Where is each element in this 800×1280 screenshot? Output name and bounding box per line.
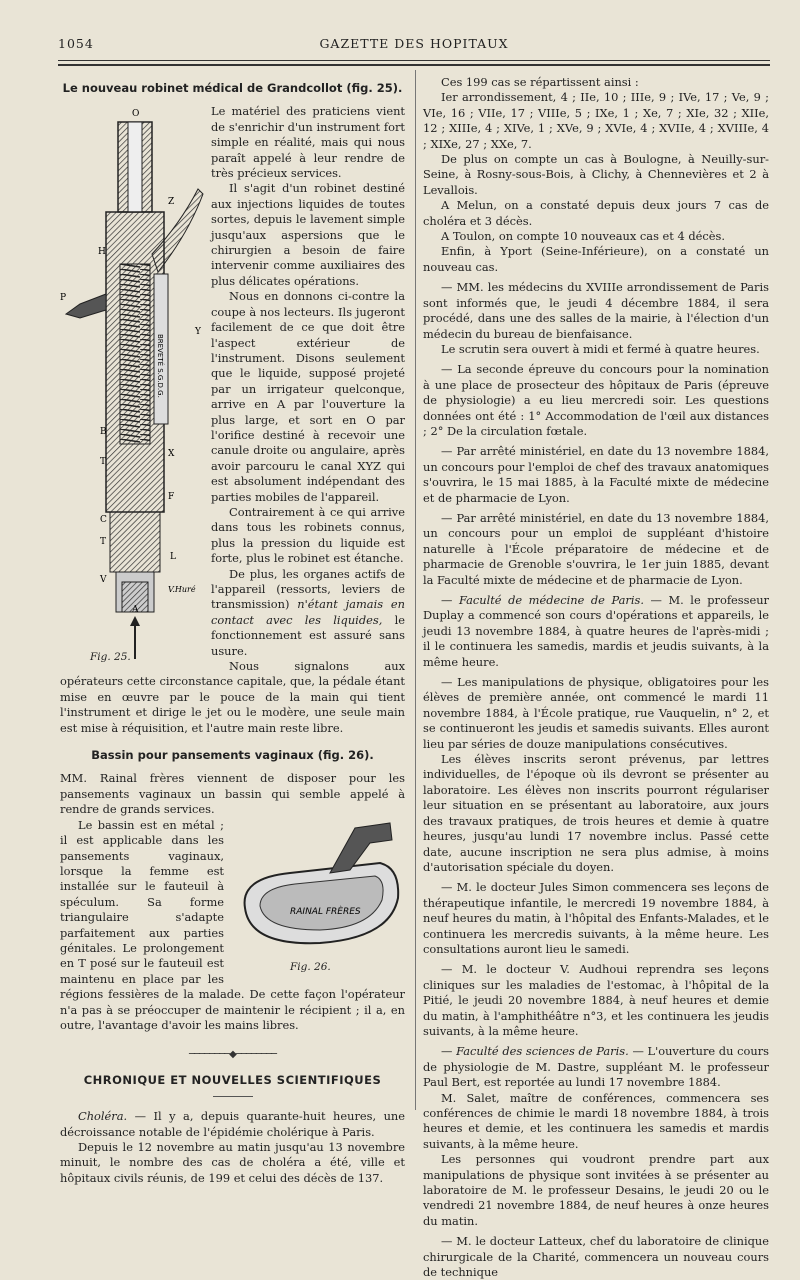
- right-p14: Les élèves inscrits seront prévenus, par lettres individuelles, de l'époque où ils devront se présenter au laboratoire. Les élèves non inscrits pourront régulariser leur situation en se présentant au laboratoire, aux jours des travaux pratiques, de trois heures et demie à quatre heures, jusqu'au lundi 17 novembre inclus. Passé cette date, aucune inscription ne sera plus admise, à moins d'autorisation spéciale du doyen.: [423, 752, 769, 874]
- right-p19: Les personnes qui voudront prendre part aux manipulations de physique sont invitées à se présenter au laboratoire de M. le professeur Desains, le jeudi 20 ou le vendredi 21 novembre 1884, de neuf heures à onze heures du matin.: [423, 1152, 769, 1228]
- label-y: Y: [195, 327, 201, 338]
- right-p9: — La seconde épreuve du concours pour la nomination à une place de prosecteur des hôpitaux de Paris (épreuve de physiologie) a eu lieu mercredi soir. Les questions données ont été : 1° Accommodation de l'œil aux distances ; 2° De la circulation fœtale.: [423, 362, 769, 438]
- robinet-p2: Il s'agit d'un robinet destiné aux injections liquides de toutes sortes, depuis le lavement simple jusqu'aux aspersions que le chirurgien a besoin de faire intervenir comme auxiliaires des plus délicates opérations.: [211, 181, 405, 288]
- header-rule-thin: [58, 60, 770, 61]
- brand-mark: BREVETÉ S.G.D.G.: [156, 334, 164, 399]
- right-p2: Ier arrondissement, 4 ; IIe, 10 ; IIIe, 9 ; IVe, 17 ; Ve, 9 ; VIe, 16 ; VIIe, 17 ; VIIIe, 5 ; IXe, 1 ; Xe, 7 ; XIe, 32 ; XIIe, 12 ; XIIIe, 4 ; XIVe, 1 ; XVe, 9 ; XVIe, 4 ; XVIIe, 4 ; XVIIIe, 4 ; XIXe, 27 ; XXe, 7.: [423, 90, 769, 151]
- robinet-p5-a: De plus, les organes actifs de l'appareil (ressorts, leviers de transmission): [211, 566, 405, 612]
- cholera-p1-text: — Il y a, depuis quarante-huit heures, une décroissance notable de l'épidémie cholérique à Paris.: [60, 1109, 406, 1139]
- page-number: 1054: [58, 36, 94, 51]
- header-rule-thick: [58, 64, 770, 66]
- chronique-rule: [213, 1096, 253, 1097]
- bassin-p2: Le bassin est en métal ; il est applicable dans les pansements vaginaux, lorsque la femme est installée sur le fauteuil à spéculum. Sa forme triangulaire s'adapte parfaitement aux parties génitales. Le prolongement en T posé sur le fauteuil est maintenu en place par les régions fessières de la malade. De cette façon l'opérateur n'a pas à se préoccuper de maintenir le récipient ; il a, en outre, l'avantage d'avoir les mains libres.: [60, 817, 405, 1032]
- engraver-signature: V.Huré: [168, 585, 196, 595]
- robinet-p3: Nous en donnons ci-contre la coupe à nos lecteurs. Ils jugeront facilement de ce que doit être l'aspect extérieur de l'instrument. Disons seulement que le liquide, supposé projeté par un irrigateur quelconque, arrive en A par l'ouverture la plus large, et sort en O par l'orifice destiné à recevoir une canule droite ou angulaire, après avoir parcouru le canal XYZ qui est absolument indépendant des parties mobiles de l'appareil.: [211, 289, 405, 504]
- label-v: V: [100, 575, 107, 586]
- label-c: C: [100, 515, 107, 526]
- label-t2: T: [100, 537, 107, 548]
- cholera-lead: Choléra.: [78, 1109, 128, 1124]
- journal-title: GAZETTE DES HOPITAUX: [319, 36, 509, 51]
- left-column: [60, 75, 405, 1186]
- right-p18: M. Salet, maître de conférences, commencera ses conférences de chimie le mardi 18 novembre 1884, à trois heures et demie, et les continuera les samedis et mardis suivants, à la même heure.: [423, 1090, 769, 1151]
- figure-25: [60, 104, 205, 664]
- right-p16: — M. le docteur V. Audhoui reprendra ses leçons cliniques sur les maladies de l'estomac, à l'hôpital de la Pitié, le jeudi 20 novembre 1884, à neuf heures et demie du matin, à l'amphithéâtre n°3, et les continuera les jeudis suivants, à la même heure.: [423, 962, 769, 1038]
- right-p12-lead: — Faculté de médecine de Paris.: [441, 593, 644, 607]
- right-p11: — Par arrêté ministériel, en date du 13 novembre 1884, un concours pour un emploi de suppléant d'histoire naturelle à l'École préparatoire de médecine et de pharmacie de Grenoble s'ouvrira, le 1er juin 1885, devant la Faculté mixte de médecine et de pharmacie de Lyon.: [423, 510, 769, 587]
- section-divider: ────────◆────────: [188, 1049, 277, 1061]
- label-t: T: [100, 457, 107, 468]
- column-separator: [415, 70, 416, 1110]
- rainal-brand: RAINAL FRÈRES: [290, 906, 361, 917]
- robinet-p6: Nous signalons aux opérateurs cette circonstance capitale, que, la pédale étant mise en œuvre par le pouce de la main qui tient l'instrument et dirige le jet ou le modère, une seule main est mise à réquisition, et l'autre main reste libre.: [60, 659, 405, 735]
- page-header: [58, 36, 770, 54]
- right-p20: — M. le docteur Latteux, chef du laboratoire de clinique chirurgicale de la Charité, commencera un nouveau cours de technique: [423, 1234, 769, 1280]
- figure-26: [230, 818, 405, 978]
- right-p8: Le scrutin sera ouvert à midi et fermé à quatre heures.: [441, 341, 760, 356]
- label-a: A: [132, 605, 139, 616]
- label-l: L: [170, 552, 176, 563]
- right-p12: [423, 593, 769, 670]
- chronique-title: CHRONIQUE ET NOUVELLES SCIENTIFIQUES: [83, 1072, 382, 1087]
- label-o: O: [132, 109, 140, 120]
- right-p1: Ces 199 cas se répartissent ainsi :: [441, 75, 639, 89]
- right-p5: A Toulon, on compte 10 nouveaux cas et 4 décès.: [441, 229, 725, 244]
- cholera-p2: Depuis le 12 novembre au matin jusqu'au 13 novembre minuit, le nombre des cas de choléra a été, ville et hôpitaux civils réunis, de 199 et celui des décès de 137.: [60, 1140, 405, 1185]
- label-b: B: [100, 427, 107, 438]
- cholera-p1: [60, 1109, 405, 1140]
- label-h: H: [98, 247, 106, 258]
- right-column: [423, 75, 769, 1280]
- right-p15: — M. le docteur Jules Simon commencera ses leçons de thérapeutique infantile, le mercredi 19 novembre 1884, à neuf heures du matin, à l'hôpital des Enfants-Malades, et le continuera les mercredis suivants, à la même heure. Les consultations auront lieu le samedi.: [423, 880, 769, 956]
- right-p17: [423, 1044, 769, 1090]
- fig26-caption: Fig. 26.: [290, 960, 331, 973]
- label-x: X: [168, 449, 175, 460]
- right-p4: A Melun, on a constaté depuis deux jours 7 cas de choléra et 3 décès.: [423, 198, 769, 228]
- right-p17-text: — L'ouverture du cours de physiologie de M. Dastre, suppléant M. le professeur Paul Bert, est reportée au lundi 17 novembre 1884.: [423, 1044, 769, 1090]
- robinet-illustration: [60, 104, 205, 664]
- bassin-p1: MM. Rainal frères viennent de disposer pour les pansements vaginaux un bassin qui semble appelé à rendre de grands services.: [60, 771, 405, 817]
- robinet-p4: Contrairement à ce qui arrive dans tous les robinets connus, plus la pression du liquide est forte, plus le robinet est étanche.: [211, 504, 405, 566]
- bassin-illustration: [230, 818, 405, 968]
- bassin-title: Bassin pour pansements vaginaux (fig. 26).: [91, 748, 374, 763]
- right-p13: — Les manipulations de physique, obligatoires pour les élèves de première année, ont commencé le mardi 11 novembre 1884, à l'École pratique, rue Vauquelin, n° 2, et se continueront les jeudis et samedis suivants. Elles auront lieu par séries de douze manipulations consécutives.: [423, 675, 769, 751]
- label-p: P: [60, 293, 67, 304]
- label-z: Z: [168, 197, 175, 208]
- robinet-p5-c: le fonctionnement est assuré sans usure.: [211, 612, 405, 658]
- robinet-p1: Le matériel des praticiens vient de s'enrichir d'un instrument fort simple en réalité, mais qui nous paraît appelé à leur rendre de très précieux services.: [211, 104, 405, 181]
- robinet-p5-italic: n'étant jamais en contact avec les liquides,: [211, 597, 405, 627]
- right-p6: Enfin, à Yport (Seine-Inférieure), on a constaté un nouveau cas.: [423, 244, 769, 274]
- right-p3: De plus on compte un cas à Boulogne, à Neuilly-sur-Seine, à Rosny-sous-Bois, à Clichy, à Chennevières et 2 à Levallois.: [423, 152, 769, 197]
- right-p17-lead: — Faculté des sciences de Paris.: [441, 1044, 629, 1059]
- right-p12-text: — M. le professeur Duplay a commencé son cours d'opérations et appareils, le jeudi 13 novembre 1884, à quatre heures de l'après-midi ; il le continuera les samedis, mardis et jeudis suivants, à la même heure.: [423, 593, 769, 669]
- right-p10: — Par arrêté ministériel, en date du 13 novembre 1884, un concours pour l'emploi de chef des travaux anatomiques s'ouvrira, le 15 mai 1885, à la Faculté mixte de médecine et de pharmacie de Lyon.: [423, 444, 769, 505]
- right-p7: — MM. les médecins du XVIIIe arrondissement de Paris sont informés que, le jeudi 4 décembre 1884, il sera procédé, dans une des salles de la mairie, à l'élection d'un médecin du bureau de bienfaisance.: [423, 280, 769, 341]
- label-f: F: [168, 492, 175, 503]
- fig25-caption: Fig. 25.: [90, 651, 131, 664]
- robinet-title: Le nouveau robinet médical de Grandcollot (fig. 25).: [62, 81, 403, 95]
